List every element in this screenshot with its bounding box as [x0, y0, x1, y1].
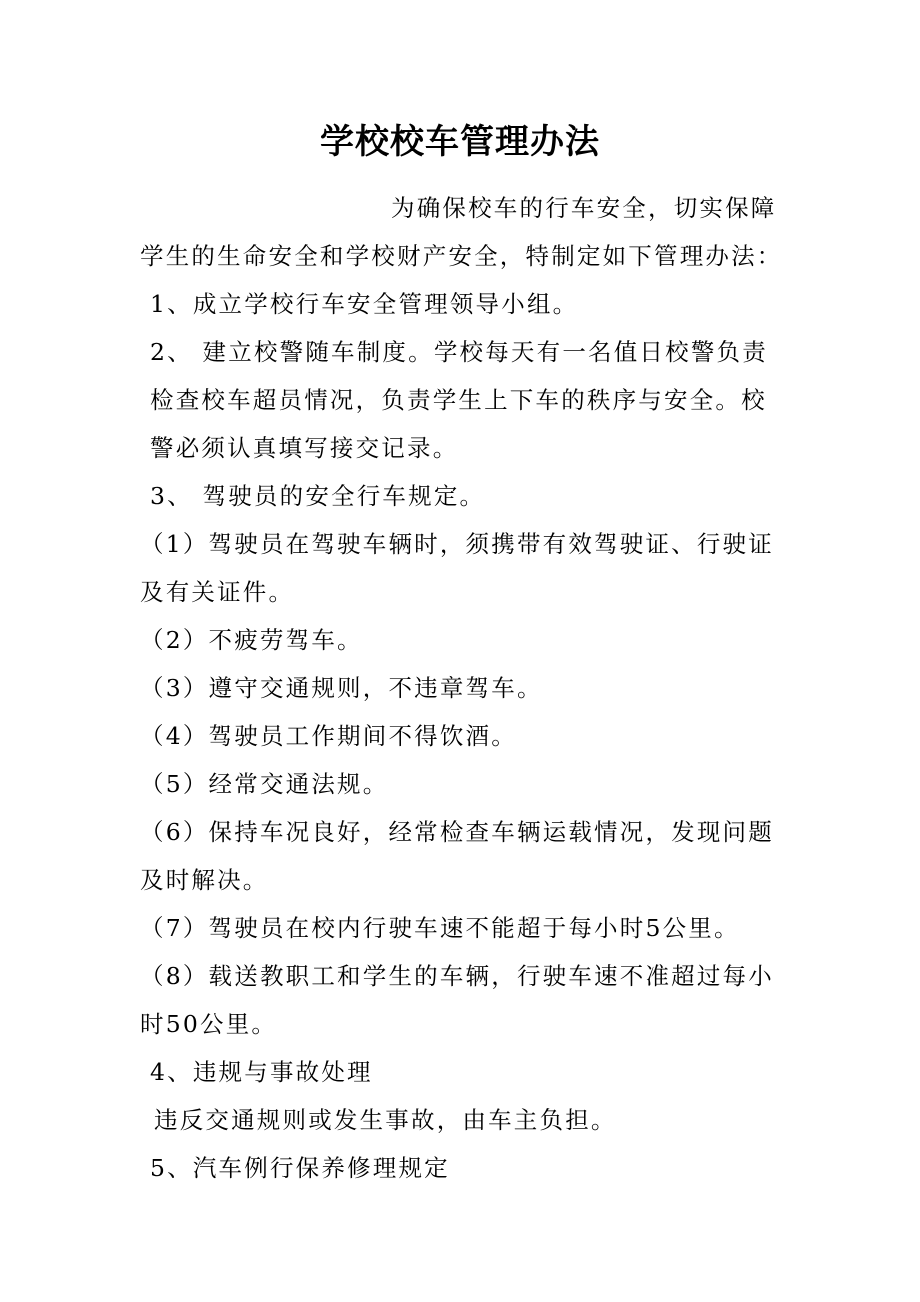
document-title: 学校校车管理办法 [320, 122, 600, 162]
document-body [140, 184, 785, 1192]
paragraph-item-4-detail: 违反交通规则或发生事故，由车主负担。 [154, 1106, 617, 1134]
sub-item-8: （8）载送教职工和学生的车辆，行驶车速不准超过每小时50公里。 [140, 962, 774, 1038]
paragraph-item-2: 2、 建立校警随车制度。学校每天有一名值日校警负责检查校车超员情况，负责学生上下车的秩序与安全。校警必须认真填写接交记录。 [150, 338, 768, 462]
sub-item-7: （7）驾驶员在校内行驶车速不能超于每小时5公里。 [140, 914, 740, 942]
sub-item-1: （1）驾驶员在驾驶车辆时，须携带有效驾驶证、行驶证及有关证件。 [140, 530, 774, 606]
sub-item-3: （3）遵守交通规则，不违章驾车。 [140, 674, 543, 702]
paragraph-item-1: 1、成立学校行车安全管理领导小组。 [150, 290, 579, 318]
sub-item-4: （4）驾驶员工作期间不得饮酒。 [140, 722, 517, 750]
paragraph-item-4: 4、违规与事故处理 [150, 1058, 373, 1086]
sub-item-6: （6）保持车况良好，经常检查车辆运载情况，发现问题及时解决。 [140, 818, 774, 894]
paragraph-item-3: 3、 驾驶员的安全行车规定。 [150, 482, 486, 510]
paragraph-item-5: 5、汽车例行保养修理规定 [150, 1154, 450, 1182]
intro-paragraph: 为确保校车的行车安全，切实保障学生的生命安全和学校财产安全，特制定如下管理办法： [140, 194, 783, 270]
sub-item-2: （2）不疲劳驾车。 [140, 626, 363, 654]
sub-item-5: （5）经常交通法规。 [140, 770, 389, 798]
